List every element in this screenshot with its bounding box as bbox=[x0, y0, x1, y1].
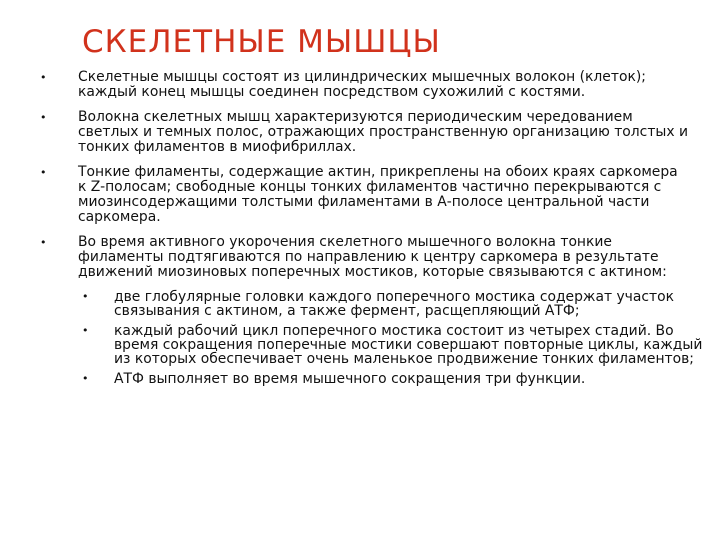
bullet-text: Тонкие филаменты, содержащие актин, прикреплены на обоих краях саркомера к Z-полосам; свободные концы тонких филаментов частично перекрываются с миозинсодержащими толстыми филаментами в А-полосе центральной части саркомера. bbox=[78, 164, 678, 225]
bullet-text: Скелетные мышцы состоят из цилиндрических мышечных волокон (клеток); каждый конец мышцы соединен посредством сухожилий с костями. bbox=[78, 69, 646, 100]
sub-bullet-item bbox=[82, 289, 714, 319]
bullet-marker: • bbox=[40, 236, 47, 249]
bullet-text: Во время активного укорочения скелетного мышечного волокна тонкие филаменты подтягиваются по направлению к центру саркомера в результате движений миозиновых поперечных мостиков, которые связываются с актином: bbox=[78, 234, 667, 280]
bullet-marker: • bbox=[40, 71, 47, 84]
bullet-item bbox=[40, 164, 690, 225]
sub-bullet-list bbox=[0, 290, 720, 386]
sub-bullet-text: каждый рабочий цикл поперечного мостика состоит из четырех стадий. Во время сокращения поперечные мостики совершают повторные циклы, каждый из которых обеспечивает очень маленькое продвижение тонких филаментов; bbox=[114, 323, 703, 367]
bullet-item bbox=[40, 69, 690, 100]
sub-bullet-item bbox=[82, 371, 714, 387]
sub-bullet-text: АТФ выполняет во время мышечного сокращения три функции. bbox=[114, 371, 586, 387]
sub-bullet-marker: • bbox=[82, 290, 89, 303]
bullet-item bbox=[40, 109, 690, 155]
sub-bullet-marker: • bbox=[82, 372, 89, 385]
sub-bullet-text: две глобулярные головки каждого поперечного мостика содержат участок связывания с актином, а также фермент, расщепляющий АТФ; bbox=[114, 289, 675, 319]
bullet-item bbox=[40, 234, 690, 280]
sub-bullet-marker: • bbox=[82, 324, 89, 337]
slide-title: СКЕЛЕТНЫЕ МЫШЦЫ bbox=[82, 24, 441, 60]
bullet-marker: • bbox=[40, 111, 47, 124]
bullet-text: Волокна скелетных мышц характеризуются периодическим чередованием светлых и темных полос, отражающих пространственную организацию толстых и тонких филаментов в миофибриллах. bbox=[78, 109, 689, 155]
bullet-list bbox=[0, 70, 720, 392]
bullet-marker: • bbox=[40, 166, 47, 179]
sub-bullet-item bbox=[82, 323, 714, 367]
